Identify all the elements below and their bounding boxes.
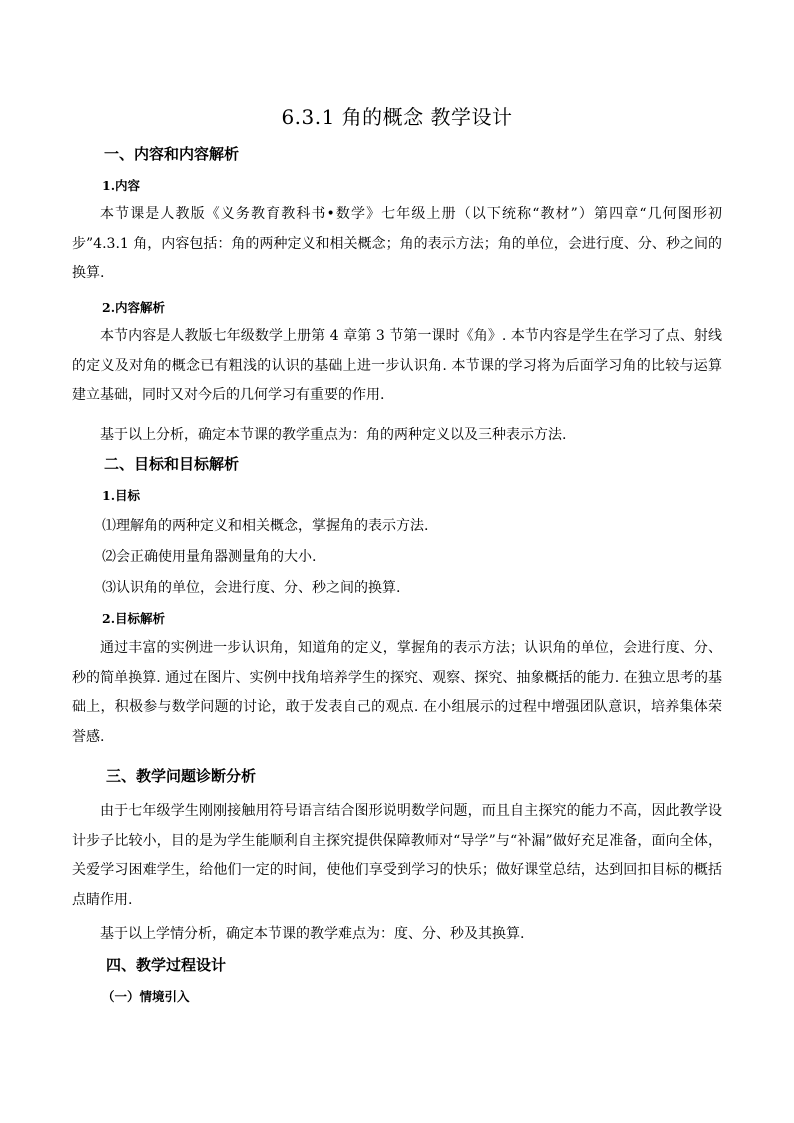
- subheading-content: 1.内容: [102, 178, 141, 193]
- section-heading-process: 四、教学过程设计: [106, 956, 227, 974]
- section-heading-content: 一、内容和内容解析: [104, 145, 240, 163]
- goal-item-3: ⑶认识角的单位，会进行度、分、秒之间的换算.: [102, 580, 401, 596]
- paragraph-content-analysis: 本节内容是人教版七年级数学上册第 4 章第 3 节第一课时《角》. 本节内容是学生在学习了点、射线的定义及对角的概念已有粗浅的认识的基础上进一步认识角. 本节课的学习将为后面学习角的比较与运算建立基础，同时又对今后的几何学习有重要的作用.: [72, 328, 722, 403]
- paragraph-goals-analysis: 通过丰富的实例进一步认识角，知道角的定义，掌握角的表示方法；认识角的单位，会进行度、分、秒的简单换算. 通过在图片、实例中找角培养学生的探究、观察、探究、抽象概括的能力. 在独立思考的基础上，积极参与数学问题的讨论，敢于发表自己的观点. 在小组展示的过程中增强团队意识，培养集体荣誉感.: [72, 640, 722, 745]
- section-heading-goals: 二、目标和目标解析: [104, 455, 240, 473]
- document-title: 6.3.1 角的概念 教学设计: [281, 105, 513, 129]
- goal-item-2: ⑵会正确使用量角器测量角的大小.: [102, 549, 317, 565]
- paragraph-difficulty: 基于以上学情分析，确定本节课的教学难点为：度、分、秒及其换算.: [100, 926, 525, 942]
- paragraph-key-point: 基于以上分析，确定本节课的教学重点为：角的两种定义以及三种表示方法.: [100, 427, 567, 443]
- subheading-content-analysis: 2.内容解析: [102, 300, 166, 315]
- subheading-goals-analysis: 2.目标解析: [102, 611, 166, 626]
- paragraph-content: 本节课是人教版《义务教育教科书•数学》七年级上册（以下统称“教材”）第四章“几何图形初步”4.3.1 角，内容包括：角的两种定义和相关概念；角的表示方法；角的单位，会进行度、分、秒之间的换算.: [72, 206, 722, 281]
- paragraph-diagnosis: 由于七年级学生刚刚接触用符号语言结合图形说明数学问题，而且自主探究的能力不高，因此教学设计步子比较小，目的是为学生能顺利自主探究提供保障教师对“导学”与“补漏”做好充足准备，面向全体，关爱学习困难学生，给他们一定的时间，使他们享受到学习的快乐；做好课堂总结，达到回扣目标的概括点睛作用.: [72, 803, 722, 908]
- subheading-introduction: （一）情境引入: [102, 989, 190, 1004]
- subheading-goals: 1.目标: [102, 488, 141, 503]
- section-heading-diagnosis: 三、教学问题诊断分析: [106, 767, 257, 785]
- goal-item-1: ⑴理解角的两种定义和相关概念，掌握角的表示方法.: [102, 518, 429, 534]
